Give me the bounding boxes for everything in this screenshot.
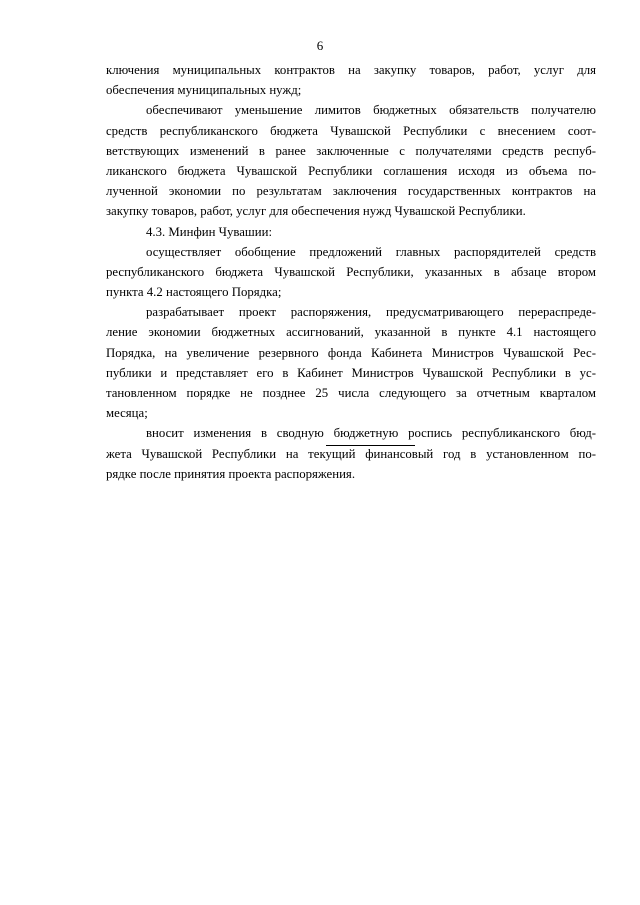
text-line: месяца; — [106, 406, 148, 421]
text-line: рядке после принятия проекта распоряжения. — [106, 466, 356, 481]
text-line: республиканского бюджета Чувашской Республики, указанных в абзаце втором — [106, 264, 596, 279]
text-line: публики и представляет его в Кабинет Министров Чувашской Республики в ус- — [106, 365, 596, 380]
end-of-document-rule — [326, 445, 415, 446]
text-line: вносит изменения в сводную бюджетную роспись республиканского бюд- — [146, 426, 596, 441]
text-line: жета Чувашской Республики на текущий финансовый год в установленном по- — [106, 446, 596, 461]
text-line: осуществляет обобщение предложений главных распорядителей средств — [146, 244, 596, 259]
text-line: ликанского бюджета Чувашской Республики соглашения исходя из объема по- — [106, 163, 596, 178]
document-body — [106, 60, 596, 484]
text-line: средств республиканского бюджета Чувашской Республики с внесением соот- — [106, 123, 596, 138]
text-line: ветствующих изменений в ранее заключенные с получателями средств респуб- — [106, 143, 596, 158]
text-line: тановленном порядке не позднее 25 числа следующего за отчетным кварталом — [106, 386, 596, 400]
text-line: пункта 4.2 настоящего Порядка; — [106, 285, 282, 300]
text-line: обеспечивают уменьшение лимитов бюджетных обязательств получателю — [146, 103, 596, 118]
text-line: Порядка, на увеличение резервного фонда Кабинета Министров Чувашской Рес- — [106, 345, 596, 360]
text-line: ление экономии бюджетных ассигнований, указанной в пункте 4.1 настоящего — [106, 325, 596, 340]
page-number: 6 — [316, 38, 324, 53]
text-line: лученной экономии по результатам заключения государственных контрактов на — [106, 184, 596, 199]
text-line: разрабатывает проект распоряжения, предусматривающего перераспреде- — [146, 305, 596, 320]
text-line: 4.3. Минфин Чувашии: — [146, 224, 273, 239]
text-line: ключения муниципальных контрактов на закупку товаров, работ, услуг для — [106, 63, 596, 77]
text-line: закупку товаров, работ, услуг для обеспечения нужд Чувашской Республики. — [106, 204, 526, 219]
text-line: обеспечения муниципальных нужд; — [106, 83, 302, 98]
